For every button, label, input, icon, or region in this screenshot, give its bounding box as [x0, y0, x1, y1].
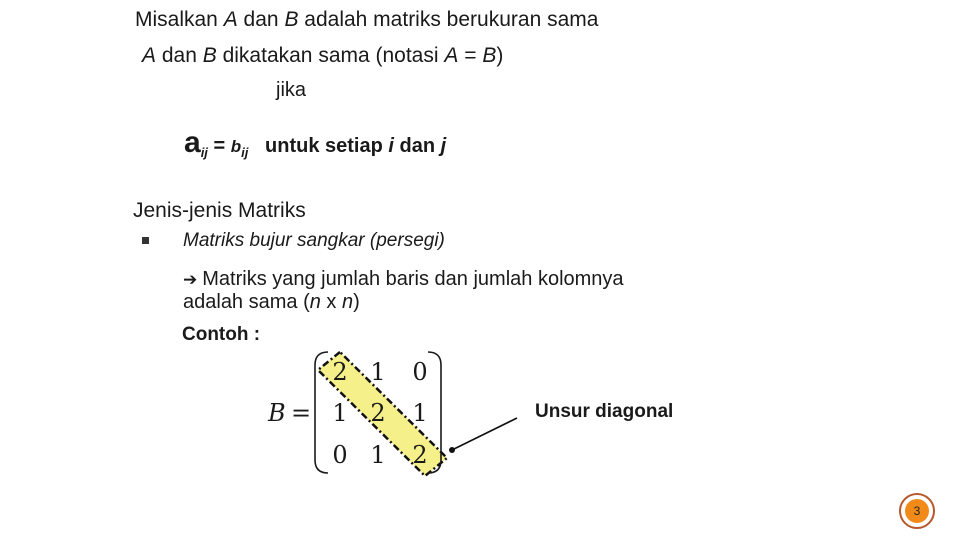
matrix-cell-r3-c1: 0 — [332, 441, 348, 469]
matrix-cell-r2-c1: 1 — [332, 399, 348, 427]
equality-condition: $a_{ij} = b_{ij}$ untuk setiap i dan j — [184, 126, 447, 160]
matrix-cell-r2-c3: 1 — [412, 399, 428, 427]
matrix-cell-r1-c3: 0 — [412, 358, 428, 386]
diagonal-annotation-label: Unsur diagonal — [535, 401, 674, 422]
element-a: a — [184, 126, 201, 159]
element-b: b — [230, 137, 242, 156]
definition-line-1: Misalkan A dan B adalah matriks berukuran sama — [135, 8, 599, 31]
right-arrow-icon: ➔ — [183, 270, 198, 289]
page-number-badge — [899, 493, 935, 529]
definition-condition-word: jika — [276, 79, 307, 101]
definition-line-2: A dan B dikatakan sama (notasi A = B) — [142, 44, 504, 67]
page-number: 3 — [905, 499, 929, 523]
matrix-equals: = — [291, 399, 312, 427]
matrix-cell-r3-c3: 2 — [412, 441, 428, 469]
section-heading: Jenis-jenis Matriks — [133, 199, 306, 222]
example-label: Contoh : — [182, 324, 261, 345]
matrix-cell-r3-c2: 1 — [370, 441, 386, 469]
matrix-cell-r1-c2: 1 — [370, 358, 386, 386]
matrix-cell-r1-c1: 2 — [332, 358, 348, 386]
square-matrix-description: ➔ Matriks yang jumlah baris dan jumlah kolomnya adalah sama (n x n) — [183, 268, 624, 313]
bullet-square-matrix: Matriks bujur sangkar (persegi) — [183, 230, 445, 251]
matrix-name: B — [268, 399, 286, 427]
matrix-cell-r2-c2: 2 — [370, 399, 386, 427]
